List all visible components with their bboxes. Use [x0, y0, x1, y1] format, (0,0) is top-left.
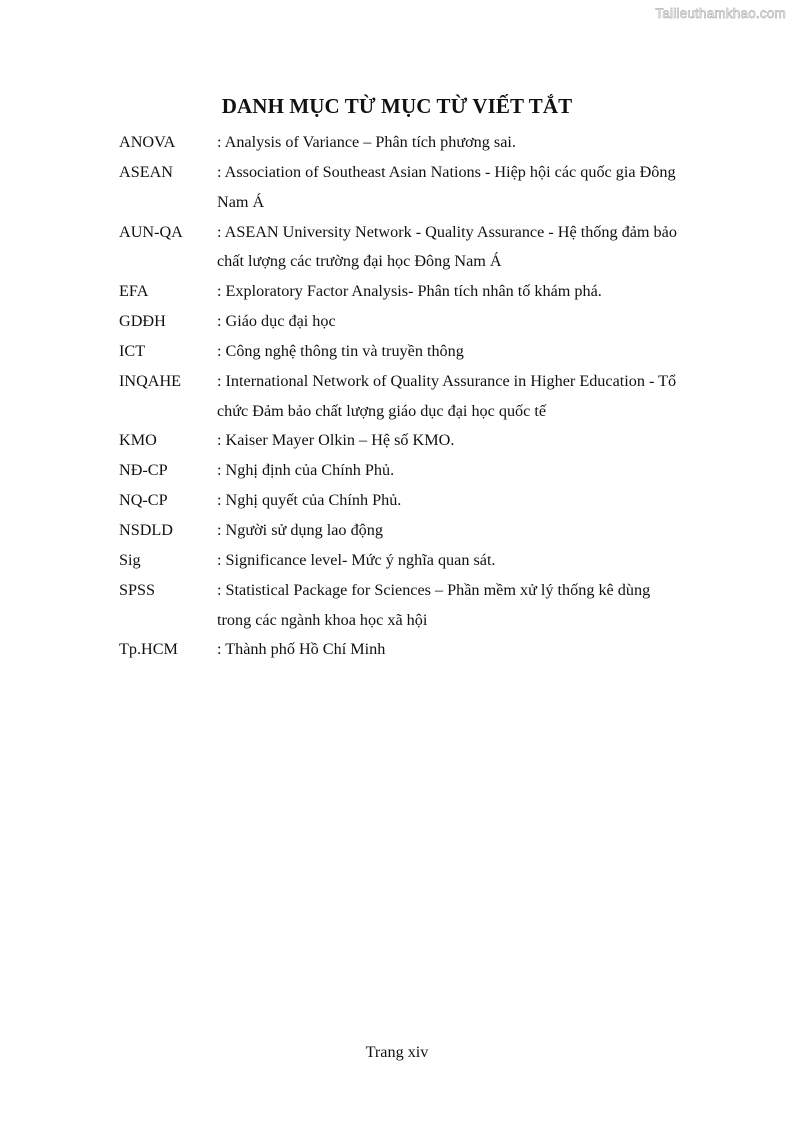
- abbreviation-term: NSDLD: [119, 520, 173, 539]
- abbreviation-definition: : Significance level- Mức ý nghĩa quan sát.: [217, 550, 496, 569]
- abbreviation-definition: : Association of Southeast Asian Nations - Hiệp hội các quốc gia Đông Nam Á: [217, 162, 676, 211]
- abbreviation-term: NQ-CP: [119, 491, 168, 510]
- abbreviation-term: AUN-QA: [119, 222, 183, 241]
- abbreviation-definition: : Analysis of Variance – Phân tích phương sai.: [217, 133, 516, 151]
- watermark: Tailieuthamkhao.com: [655, 6, 786, 21]
- abbreviation-entry: [119, 486, 679, 516]
- abbreviation-term: GDĐH: [119, 312, 166, 331]
- abbreviation-definition: : Nghị định của Chính Phủ.: [217, 461, 395, 480]
- abbreviation-entry: [119, 367, 679, 427]
- abbreviation-entry: [119, 337, 679, 367]
- abbreviation-term: ASEAN: [119, 162, 173, 181]
- page-title: DANH MỤC TỪ MỤC TỪ VIẾT TẮT: [221, 94, 573, 118]
- abbreviation-definition: : Công nghệ thông tin và truyền thông: [217, 341, 464, 360]
- page-number: Trang xiv: [365, 1043, 429, 1061]
- abbreviation-entry: [119, 546, 679, 576]
- abbreviation-term: ICT: [119, 341, 146, 360]
- abbreviation-term: INQAHE: [119, 371, 182, 390]
- abbreviation-entry: [119, 307, 679, 337]
- abbreviation-term: NĐ-CP: [119, 461, 168, 480]
- abbreviation-term: SPSS: [119, 580, 156, 599]
- abbreviation-definition: : Người sử dụng lao động: [217, 520, 383, 539]
- abbreviation-entry: [119, 218, 679, 278]
- abbreviation-definition: : Thành phố Hồ Chí Minh: [217, 640, 386, 659]
- abbreviation-term: ANOVA: [119, 133, 176, 151]
- abbreviation-definition: : Giáo dục đại học: [217, 312, 336, 331]
- abbreviation-term: Tp.HCM: [119, 640, 178, 659]
- abbreviation-definition: : Kaiser Mayer Olkin – Hệ số KMO.: [217, 431, 455, 450]
- abbreviation-definition: : International Network of Quality Assurance in Higher Education - Tổ chức Đảm bảo chất lượng giáo dục đại học quốc tế: [217, 371, 677, 420]
- abbreviation-entry: [119, 128, 679, 158]
- abbreviation-term: EFA: [119, 282, 149, 301]
- abbreviation-definition: : ASEAN University Network - Quality Assurance - Hệ thống đảm bảo chất lượng các trường đại học Đông Nam Á: [217, 222, 677, 271]
- abbreviation-entry: [119, 426, 679, 456]
- abbreviation-definition: : Exploratory Factor Analysis- Phân tích nhân tố khám phá.: [217, 282, 602, 301]
- abbreviation-entry: [119, 516, 679, 546]
- abbreviation-entry: [119, 635, 679, 665]
- abbreviation-term: Sig: [119, 550, 141, 569]
- abbreviation-entry: [119, 158, 679, 218]
- abbreviation-definition: : Nghị quyết của Chính Phủ.: [217, 491, 402, 510]
- abbreviation-entry: [119, 576, 679, 636]
- abbreviation-definition: : Statistical Package for Sciences – Phần mềm xử lý thống kê dùng trong các ngành khoa học xã hội: [217, 580, 651, 629]
- abbreviation-entry: [119, 456, 679, 486]
- abbreviation-entry: [119, 277, 679, 307]
- abbreviation-term: KMO: [119, 431, 157, 450]
- abbreviation-list: [119, 128, 679, 665]
